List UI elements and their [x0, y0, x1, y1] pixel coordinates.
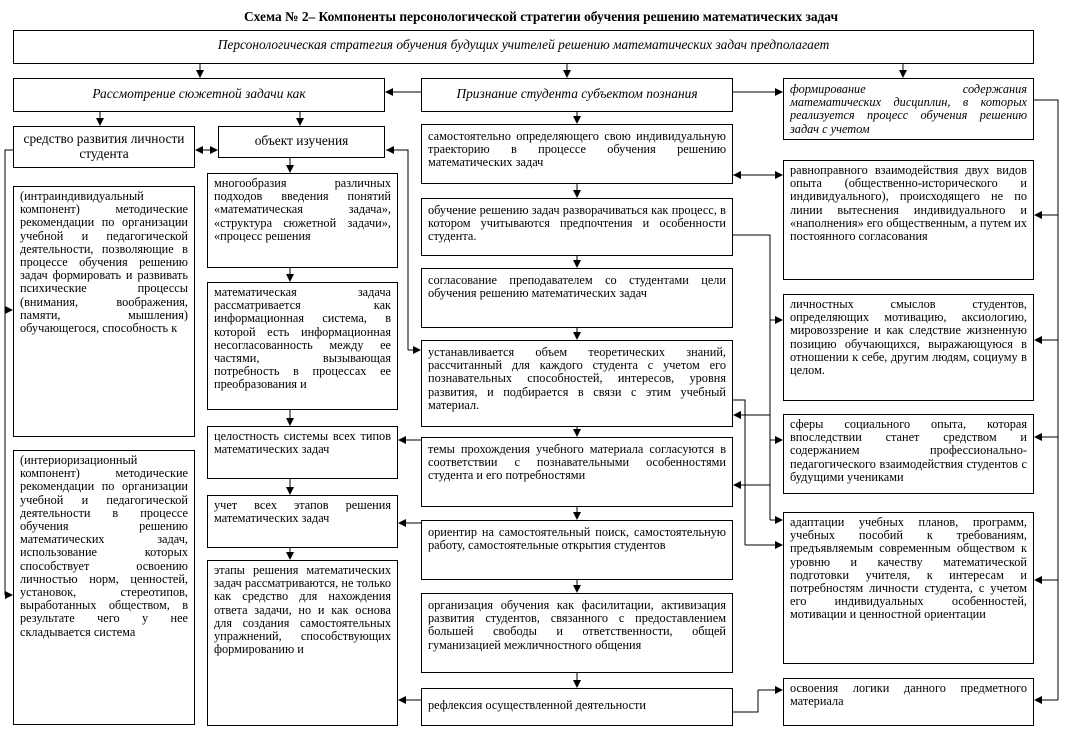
c1-box: самостоятельно определяющего свою индивидуальную траекторию в процессе обучения решению математических задач	[421, 124, 733, 184]
diagram-title: Схема № 2– Компоненты персонологической стратегии обучения решению математических задач	[243, 9, 839, 24]
c3-box: согласование преподавателем со студентами цели обучения решению математических задач	[421, 268, 733, 328]
b4-box: учет всех этапов решения математических задач	[207, 495, 398, 548]
inter-box: (интериоризационный компонент) методические рекомендации по организации учебной и педагогической деятельности в процессе обучения решению математических задач, использование которых способствует освоению личностью норм, ценностей, установок, стереотипов, выработанных обществом, в результате чего у нее складывается система	[13, 450, 195, 725]
left-header: Рассмотрение сюжетной задачи как	[13, 78, 385, 112]
b5-box: этапы решения математических задач рассматриваются, не только как средство для нахождения ответа задачи, но и как основа для создания самостоятельных упражнений, способствующих формированию и	[207, 560, 398, 726]
d2-box: личностных смыслов студентов, определяющих мотивацию, аксиологию, мировоззрение и как следствие жизненную позицию обучающихся, выражающуюся в отношении к себе, другим людям, социуму в целом.	[783, 294, 1034, 401]
d5-box: освоения логики данного предметного материала	[783, 678, 1034, 726]
object-box: объект изучения	[218, 126, 385, 158]
b3-box: целостность системы всех типов математических задач	[207, 426, 398, 479]
top-box: Персонологическая стратегия обучения будущих учителей решению математических задач предполагает	[13, 30, 1034, 64]
right-spine	[1034, 100, 1058, 700]
development-box: средство развития личности студента	[13, 126, 195, 168]
c6-box: ориентир на самостоятельный поиск, самостоятельную работу, самостоятельные открытия студентов	[421, 520, 733, 580]
left-spine	[5, 150, 13, 595]
d3-box: сферы социального опыта, которая впоследствии станет средством и содержанием профессионально-педагогического взаимодействия студентов с будущими учениками	[783, 414, 1034, 494]
b2-box: математическая задача рассматривается как информационная система, в которой есть информационная несогласованность между ее частями, вызывающая потребность в процессах ее преобразования и	[207, 282, 398, 410]
c4-d4-link	[733, 400, 745, 545]
b1-box: многообразия различных подходов введения понятий «математическая задача», «структура сюжетной задачи», «процесс решения	[207, 173, 398, 268]
right-header: формирование содержания математических дисциплин, в которых реализуется процесс обучения решению задач с учетом	[783, 78, 1034, 140]
c2-box: обучение решению задач разворачиваться как процесс, в котором учитываются предпочтения и особенности студента.	[421, 198, 733, 256]
middle-header: Признание студента субъектом познания	[421, 78, 733, 112]
c8-d5-link	[733, 690, 758, 712]
intra-box: (интраиндивидуальный компонент) методические рекомендации по организации учебной и педагогической деятельности, позволяющие в процессе обучения решению задач формировать и развивать психические процессы (внимания, воображения, памяти, мышления) обучающегося, способность к	[13, 186, 195, 437]
c4-box: устанавливается объем теоретических знаний, рассчитанный для каждого студента с учетом его познавательных способностей, интересов, уровня развития, и подбирается в связи с этим учебный материал.	[421, 340, 733, 427]
c8-box: рефлексия осуществленной деятельности	[421, 688, 733, 726]
c2-d-link	[733, 235, 770, 520]
d4-box: адаптации учебных планов, программ, учебных пособий к требованиям, предъявляемым современным обществом к уровню и качеству математической подготовки учителя, к интересам и потребностям личности студента, с учетом его индивидуальных особенностей, мотивации и ценностной ориентации	[783, 512, 1034, 664]
c5-box: темы прохождения учебного материала согласуются в соответствии с познавательными особенностями студента и его потребностями	[421, 437, 733, 507]
c7-box: организация обучения как фасилитации, активизация развития студентов, связанного с предоставлением большей свободы и ответственности, общей гуманизацией межличностного общения	[421, 593, 733, 673]
d1-box: равноправного взаимодействия двух видов опыта (общественно-исторического и индивидуального), происходящего не по линии вытеснения индивидуального и «наполнения» его общественным, а путем их постоянного согласования	[783, 160, 1034, 280]
